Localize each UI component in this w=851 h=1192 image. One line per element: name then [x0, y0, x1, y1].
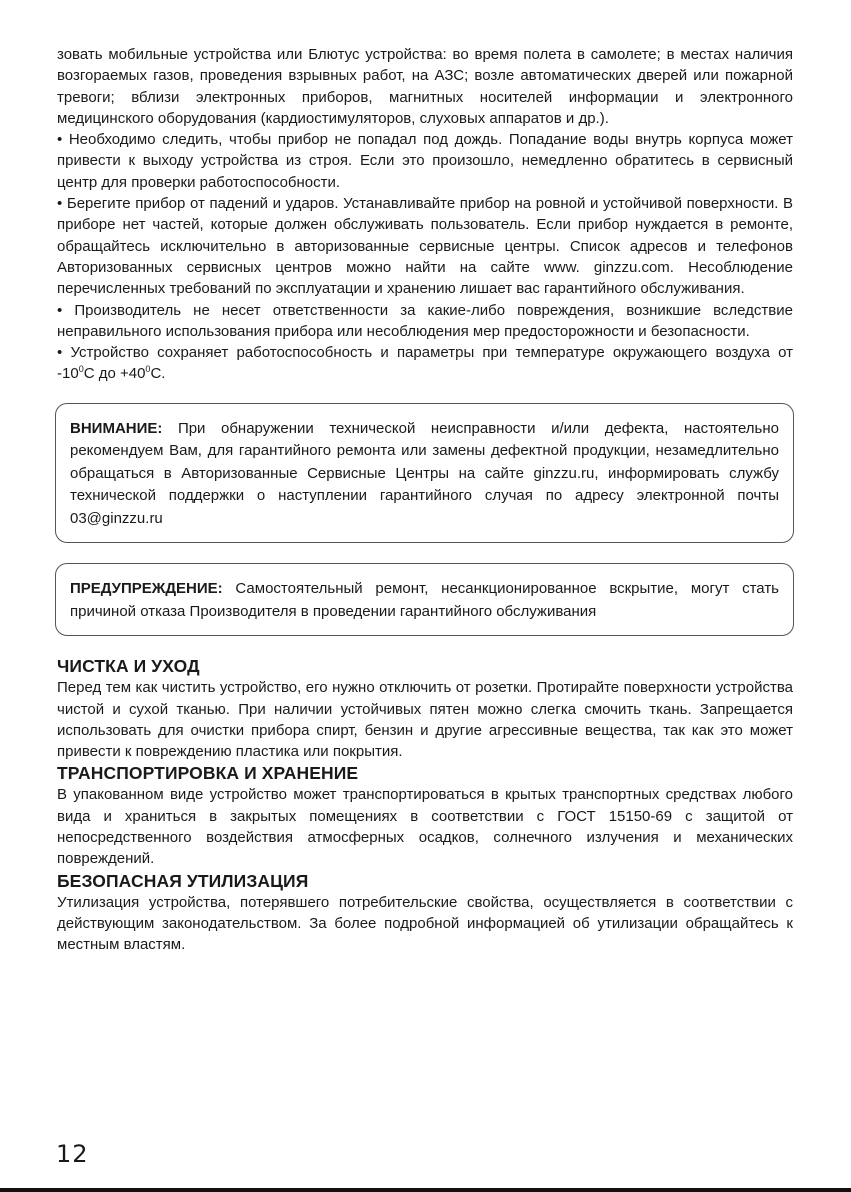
- bottom-rule: [0, 1188, 851, 1192]
- attention-label: ВНИМАНИЕ:: [70, 419, 163, 437]
- temp-mid: С до +40: [83, 365, 146, 383]
- section-text-cleaning: Перед тем как чистить устройство, его нужно отключить от розетки. Протирайте поверхности устройства чистой и сухой тканью. При наличии устойчивых пятен можно слегка смочить ткань. Запрещается использовать для очистки прибора спирт, бензин и другие агрессивные вещества, так как это может привести к повреждению пластика или покрытия.: [57, 679, 793, 761]
- intro-paragraph-water: • Необходимо следить, чтобы прибор не попадал под дождь. Попадание воды внутрь корпуса может привести к выходу устройства из строя. Если это произошло, немедленно обратитесь в сервисный центр для проверки работоспособности.: [57, 131, 793, 191]
- section-text-transport: В упакованном виде устройство может транспортироваться в крытых транспортных средствах любого вида и храниться в закрытых помещениях в соответствии с ГОСТ 15150-69 с защитой от непосредственного воздействия атмосферных осадков, солнечного излучения и механических повреждений.: [57, 786, 793, 868]
- page-number: 12: [56, 1140, 89, 1168]
- section-heading-cleaning: ЧИСТКА И УХОД: [57, 656, 200, 677]
- section-heading-transport: ТРАНСПОРТИРОВКА И ХРАНЕНИЕ: [57, 763, 359, 784]
- warning-text-block: [70, 578, 779, 623]
- attention-box: [55, 403, 794, 544]
- temp-prefix: • Устройство сохраняет работоспособность и параметры при температуре окружающего воздуха от -10: [57, 344, 793, 383]
- intro-paragraph-continuation: зовать мобильные устройства или Блютус устройства: во время полета в самолете; в местах наличия возгораемых газов, проведения взрывных работ, на АЗС; возле автоматических дверей или пожарной тревоги; вблизи электронных приборов, магнитных носителей информации и электронного медицинского оборудования (кардиостимуляторов, слуховых аппаратов и др.).: [57, 46, 793, 127]
- intro-paragraph-temperature: [57, 342, 793, 385]
- section-heading-disposal: БЕЗОПАСНАЯ УТИЛИЗАЦИЯ: [57, 870, 309, 891]
- section-text-disposal: Утилизация устройства, потерявшего потребительские свойства, осуществляется в соответствии с действующим законодательством. За более подробной информацией об утилизации обращайтесь к местным властям.: [57, 893, 793, 954]
- intro-paragraph-shock: • Берегите прибор от падений и ударов. Устанавливайте прибор на ровной и устойчивой поверхности. В приборе нет частей, которые должен обслуживать пользователь. Если прибор нуждается в ремонте, обращайтесь исключительно в авторизованные сервисные центры. Список адресов и телефонов Авторизованных сервисных центров можно найти на сайте www. ginzzu.com. Несоблюдение перечисленных требований по эксплуатации и хранению лишает вас гарантийного обслуживания.: [57, 195, 793, 298]
- attention-text-block: [70, 418, 779, 531]
- intro-paragraph-liability: • Производитель не несет ответственности за какие-либо повреждения, возникшие вследствие неправильного использования прибора или несоблюдения мер предосторожности и безопасности.: [57, 301, 793, 340]
- warning-text: Самостоятельный ремонт, несанкционированное вскрытие, могут стать причиной отказа Производителя в проведении гарантийного обслуживания: [70, 580, 779, 620]
- temp-suffix: С.: [150, 365, 166, 383]
- warning-label: ПРЕДУПРЕЖДЕНИЕ:: [70, 580, 223, 598]
- warning-box: [55, 563, 794, 636]
- degree-mark: 0: [145, 364, 151, 375]
- degree-mark: 0: [78, 364, 84, 375]
- page-content: [57, 44, 793, 956]
- attention-text: При обнаружении технической неисправности и/или дефекта, настоятельно рекомендуем Вам, для гарантийного ремонта или замены дефектной продукции, незамедлительно обращаться в Авторизованные Сервисные Центры на сайте ginzzu.ru, информировать службу технической поддержки о наступлении гарантийного случая по адресу электронной почты 03@ginzzu.ru: [70, 419, 779, 527]
